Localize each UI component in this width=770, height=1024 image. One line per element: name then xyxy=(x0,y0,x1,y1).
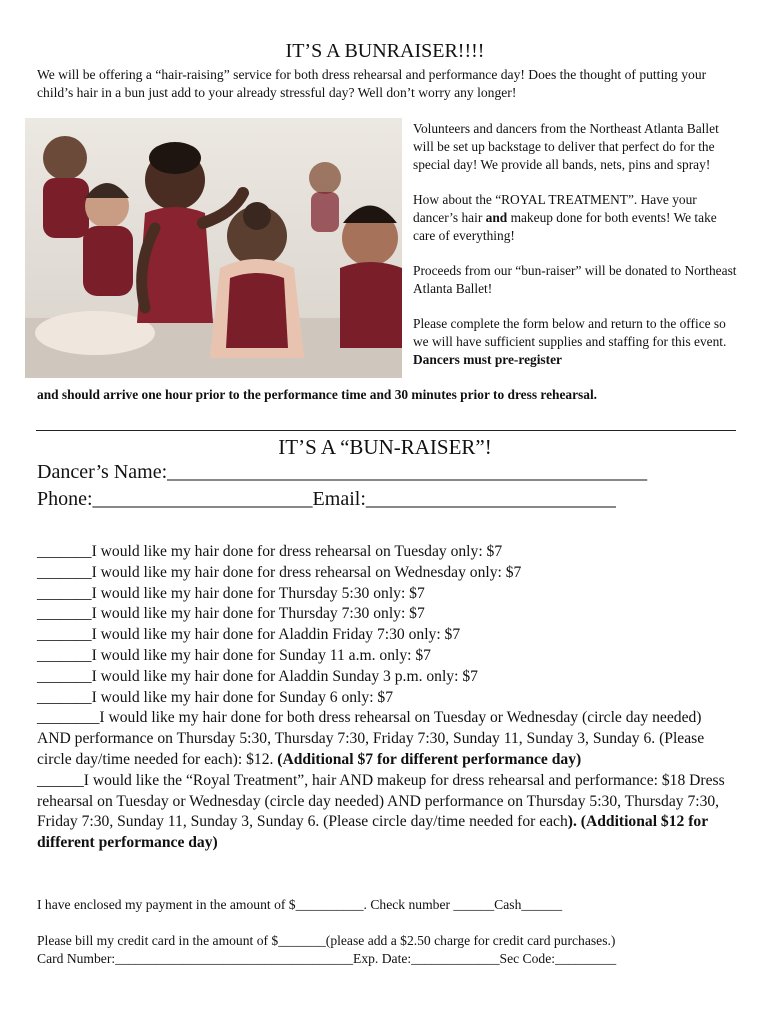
arrival-notice: and should arrive one hour prior to the performance time and 30 minutes prior to dress rehearsal. xyxy=(37,387,598,402)
preregister-bold: Dancers must pre-register xyxy=(413,352,562,367)
option-wednesday[interactable]: _______I would like my hair done for dress rehearsal on Wednesday only: $7 xyxy=(37,563,522,581)
payment-enclosed[interactable]: I have enclosed my payment in the amount of $__________. Check number ______Cash______ xyxy=(37,897,563,912)
combo-bold: (Additional $7 for different performance day) xyxy=(277,750,582,768)
option-tuesday[interactable]: _______I would like my hair done for dress rehearsal on Tuesday only: $7 xyxy=(37,543,503,560)
royal-text-b: makeup done for both events! We take care of everything! xyxy=(413,210,717,243)
divider xyxy=(36,430,736,431)
info-column xyxy=(413,120,738,386)
card-number-line[interactable]: Card Number:___________________________________Exp. Date:_____________Sec Code:_________ xyxy=(37,951,617,966)
info-volunteers: Volunteers and dancers from the Northeast Atlanta Ballet will be set up backstage to deliver that perfect do for the special day! We provide all bands, nets, pins and spray! xyxy=(413,121,719,172)
royal-option-bold: ). (Additional $12 for different performance day) xyxy=(37,813,708,852)
option-friday-730[interactable]: _______I would like my hair done for Aladdin Friday 7:30 only: $7 xyxy=(37,626,461,644)
info-proceeds: Proceeds from our “bun-raiser” will be donated to Northeast Atlanta Ballet! xyxy=(413,263,737,296)
option-thursday-530[interactable]: _______I would like my hair done for Thursday 5:30 only: $7 xyxy=(37,584,425,602)
royal-text-bold: and xyxy=(485,210,508,225)
option-sunday-6[interactable]: _______I would like my hair done for Sunday 6 only: $7 xyxy=(37,688,394,706)
option-combo[interactable] xyxy=(37,708,737,770)
option-royal-treatment[interactable] xyxy=(37,771,737,854)
option-sunday-3[interactable]: _______I would like my hair done for Aladdin Sunday 3 p.m. only: $7 xyxy=(37,667,478,685)
page-title: IT’S A BUNRAISER!!!! xyxy=(285,40,485,62)
info-royal-treatment xyxy=(413,191,738,245)
royal-option-text: ______I would like the “Royal Treatment”, hair AND makeup for dress rehearsal and performance: $18 Dress rehearsal on Tuesday or Wednesday (circle day needed) AND performance on Thursday 5:30, Thursday 7:30, Friday 7:30, Sunday 11, Sunday 3, Sunday 6. (Please circle day/time needed for each xyxy=(37,771,725,831)
credit-card-bill[interactable]: Please bill my credit card in the amount of $_______(please add a $2.50 charge for credit card purchases.) xyxy=(37,933,616,948)
phone-email-field[interactable]: Phone:______________________Email:_________________________ xyxy=(37,488,616,510)
info-complete-form xyxy=(413,315,738,369)
service-options xyxy=(37,542,737,854)
option-sunday-11[interactable]: _______I would like my hair done for Sunday 11 a.m. only: $7 xyxy=(37,646,431,664)
dancers-illustration xyxy=(25,118,402,378)
option-thursday-730[interactable]: _______I would like my hair done for Thursday 7:30 only: $7 xyxy=(37,605,425,623)
credit-card-section xyxy=(37,932,737,968)
complete-form-text: Please complete the form below and return to the office so we will have sufficient supplies and staffing for this event. xyxy=(413,316,727,349)
form-title: IT’S A “BUN-RAISER”! xyxy=(278,435,492,459)
dancer-name-field[interactable]: Dancer’s Name:________________________________________________ xyxy=(37,461,648,483)
intro-text: We will be offering a “hair-raising” service for both dress rehearsal and performance day! Does the thought of putting your child’s hair in a bun just add to your already stressful day? Well don’t worry any longer! xyxy=(37,67,707,100)
combo-text: ________I would like my hair done for both dress rehearsal on Tuesday or Wednesday (circle day needed) AND performance on Thursday 5:30, Thursday 7:30, Friday 7:30, Sunday 11, Sunday 3, Sunday 6. (Please circle day/time needed for each): $12. xyxy=(37,709,705,768)
ballet-photo xyxy=(25,118,402,378)
royal-text-a: How about the “ROYAL TREATMENT”. Have your dancer’s hair xyxy=(413,192,697,225)
